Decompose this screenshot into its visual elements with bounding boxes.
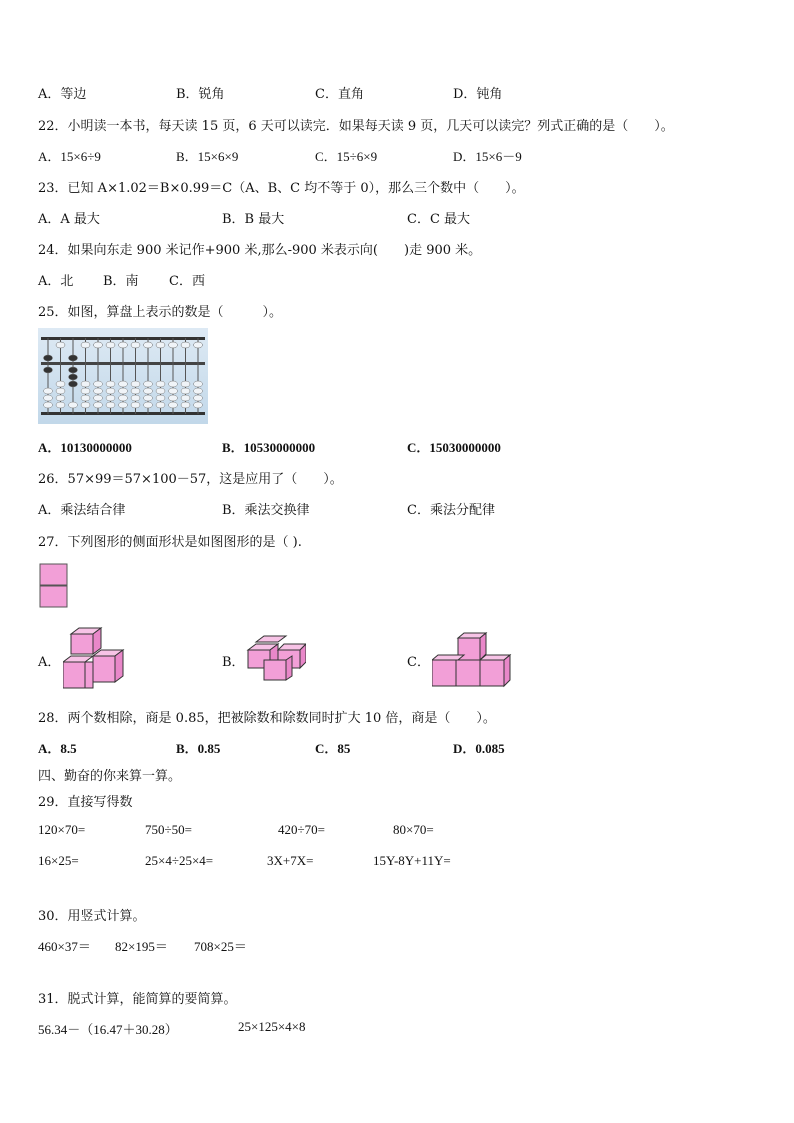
q22-option-b[interactable]: B．15×6×9 [176, 149, 239, 164]
q26-stem: 26．57×99＝57×100－57，这是应用了（ ）。 [38, 472, 343, 487]
q29-stem: 29．直接写得数 [38, 795, 133, 810]
q31-stem: 31．脱式计算，能简算的要简算。 [38, 992, 237, 1007]
q21-option-d[interactable]: D．钝角 [453, 87, 503, 102]
section-4-title: 四、勤奋的你来算一算。 [38, 769, 182, 784]
q27-option-c[interactable]: C． [407, 655, 430, 670]
abacus-image [38, 328, 208, 424]
q23-option-b[interactable]: B．B 最大 [222, 212, 285, 227]
q25-option-c[interactable]: C．15030000000 [407, 440, 501, 455]
q29-item: 420÷70= [278, 822, 325, 837]
q26-option-c[interactable]: C．乘法分配律 [407, 503, 495, 518]
q31-item: 56.34－（16.47＋30.28） [38, 1022, 178, 1037]
q23-stem: 23．已知 A×1.02＝B×0.99＝C（A、B、C 均不等于 0），那么三个数中（ ）。 [38, 181, 525, 196]
q28-option-a[interactable]: A．8.5 [38, 741, 77, 756]
q22-option-d[interactable]: D．15×6－9 [453, 149, 522, 164]
q25-option-b[interactable]: B．10530000000 [222, 440, 316, 455]
q30-item: 460×37＝ [38, 939, 91, 954]
q29-item: 15Y-8Y+11Y= [373, 853, 451, 868]
q23-option-a[interactable]: A．A 最大 [38, 212, 100, 227]
q24-stem: 24．如果向东走 900 米记作+900 米,那么-900 米表示向( )走 900 米。 [38, 243, 482, 258]
q24-option-c[interactable]: C．西 [169, 274, 205, 289]
q21-option-a[interactable]: A．等边 [38, 87, 87, 102]
q29-item: 80×70= [393, 822, 434, 837]
q25-stem: 25．如图，算盘上表示的数是（ ）。 [38, 305, 283, 320]
q28-option-c[interactable]: C．85 [315, 741, 351, 756]
q24-option-b[interactable]: B．南 [103, 274, 139, 289]
cube-figure-b[interactable] [246, 634, 306, 684]
q23-option-c[interactable]: C．C 最大 [407, 212, 471, 227]
q22-option-a[interactable]: A．15×6÷9 [38, 149, 101, 164]
q28-stem: 28．两个数相除，商是 0.85，把被除数和除数同时扩大 10 倍，商是（ ）。 [38, 711, 496, 726]
q31-item: 25×125×4×8 [238, 1019, 306, 1034]
q27-stem: 27．下列图形的侧面形状是如图图形的是（ ). [38, 535, 302, 550]
q22-stem: 22．小明读一本书，每天读 15 页，6 天可以读完．如果每天读 9 页，几天可以读完？列式正确的是（ ）。 [38, 119, 674, 134]
cube-figure-a[interactable] [63, 626, 127, 690]
q27-option-a[interactable]: A． [38, 655, 61, 670]
q30-item: 82×195＝ [115, 939, 168, 954]
q21-option-b[interactable]: B．锐角 [176, 87, 225, 102]
q29-item: 750÷50= [145, 822, 192, 837]
side-view-figure [39, 563, 69, 609]
q21-option-c[interactable]: C．直角 [315, 87, 364, 102]
q30-item: 708×25＝ [194, 939, 247, 954]
q27-option-b[interactable]: B． [222, 655, 245, 670]
q29-item: 120×70= [38, 822, 86, 837]
q28-option-d[interactable]: D．0.085 [453, 741, 505, 756]
q24-option-a[interactable]: A．北 [38, 274, 74, 289]
cube-figure-c[interactable] [432, 632, 512, 688]
q29-item: 16×25= [38, 853, 79, 868]
q22-option-c[interactable]: C．15÷6×9 [315, 149, 378, 164]
q25-option-a[interactable]: A．10130000000 [38, 440, 132, 455]
q29-item: 3X+7X= [267, 853, 314, 868]
q30-stem: 30．用竖式计算。 [38, 909, 146, 924]
q29-item: 25×4÷25×4= [145, 853, 214, 868]
q28-option-b[interactable]: B．0.85 [176, 741, 221, 756]
q26-option-a[interactable]: A．乘法结合律 [38, 503, 126, 518]
q26-option-b[interactable]: B．乘法交换律 [222, 503, 310, 518]
